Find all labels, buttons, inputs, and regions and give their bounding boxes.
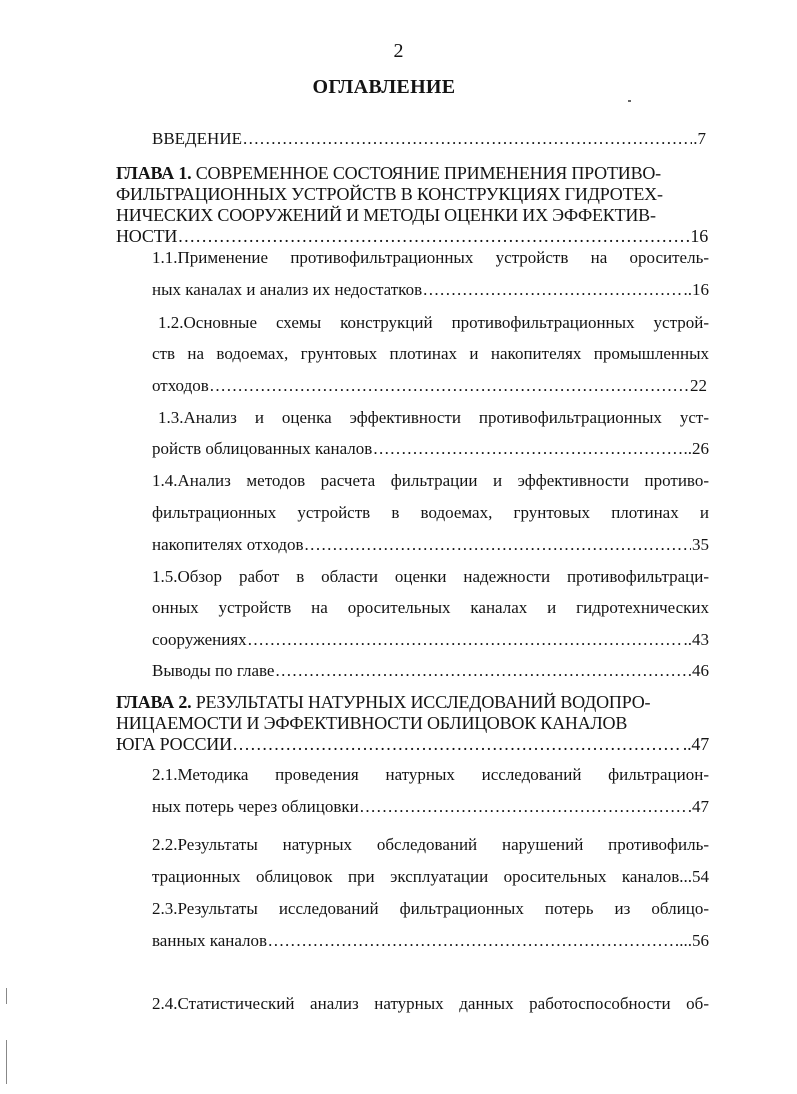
toc-page-ref: .47 [687, 797, 709, 816]
toc-entry-1-5-tail [152, 629, 709, 651]
toc-entry-intro[interactable] [152, 128, 706, 150]
toc-entry-1-4-line-2: фильтрационных устройств в водоемах, грунтовых плотинах и [152, 503, 709, 522]
toc-entry-title: ных потерь через облицовки [152, 797, 359, 816]
toc-page-ref: ..47 [682, 734, 709, 754]
toc-page-ref: ..16 [683, 280, 709, 299]
toc-entry-title: ВВЕДЕНИЕ [152, 129, 242, 148]
toc-entry-2-4[interactable]: 2.4.Статистический анализ натурных данных работоспособности об- [152, 994, 709, 1013]
leader-dots [275, 660, 686, 682]
leader-dots [243, 128, 692, 150]
toc-entry-1-5[interactable]: 1.5.Обзор работ в области оценки надежности противофильтраци- [152, 567, 709, 586]
toc-entry-title: ных каналах и анализ их недостатков [152, 280, 423, 299]
chapter-2-line-3 [116, 734, 709, 755]
toc-entry-1-3-tail [152, 438, 709, 460]
toc-entry-title: сооружениях [152, 630, 247, 649]
chapter-1-line-2: ФИЛЬТРАЦИОННЫХ УСТРОЙСТВ В КОНСТРУКЦИЯХ ГИДРОТЕХ- [116, 184, 663, 204]
toc-entry-2-3[interactable]: 2.3.Результаты исследований фильтрационных потерь из облицо- [152, 899, 709, 918]
toc-entry-title: отходов [152, 376, 209, 395]
leader-dots [210, 375, 689, 397]
chapter-1-line-3: НИЧЕСКИХ СООРУЖЕНИЙ И МЕТОДЫ ОЦЕНКИ ИХ ЭФФЕКТИВ- [116, 205, 656, 225]
toc-page-ref: .46 [687, 661, 709, 680]
chapter-1-prefix: ГЛАВА 1. [116, 163, 192, 183]
leader-dots [360, 796, 687, 818]
scan-mark [6, 1040, 7, 1084]
leader-dots [248, 629, 683, 651]
toc-page-ref: .7 [693, 129, 706, 148]
scan-speck [628, 100, 631, 102]
toc-page-ref: 16 [690, 226, 708, 246]
toc-entry-1-1[interactable]: 1.1.Применение противофильтрационных устройств на ороситель- [152, 248, 709, 267]
toc-page-ref: ...56 [679, 931, 709, 950]
toc-entry-1-1-tail [152, 279, 709, 301]
toc-entry-1-2-line-2: ств на водоемах, грунтовых плотинах и накопителях промышленных [152, 344, 709, 363]
toc-entry-2-2[interactable]: 2.2.Результаты натурных обследований нарушений противофиль- [152, 835, 709, 854]
toc-entry-1-2[interactable]: 1.2.Основные схемы конструкций противофильтрационных устрой- [158, 313, 709, 332]
chapter-2-prefix: ГЛАВА 2. [116, 692, 192, 712]
toc-entry-1-3[interactable]: 1.3.Анализ и оценка эффективности противофильтрационных уст- [158, 408, 709, 427]
toc-entry-conclusions[interactable] [152, 660, 709, 682]
toc-entry-2-3-tail [152, 930, 709, 952]
toc-entry-title: накопителях отходов [152, 535, 304, 554]
chapter-1-title[interactable] [116, 163, 706, 184]
leader-dots [178, 226, 689, 247]
toc-page-ref: 35 [692, 535, 709, 554]
leader-dots [305, 534, 691, 556]
chapter-1-line-4 [116, 226, 708, 247]
toc-heading: ОГЛАВЛЕНИЕ [312, 76, 456, 98]
toc-page-ref: ..43 [683, 630, 709, 649]
toc-entry-2-1[interactable]: 2.1.Методика проведения натурных исследований фильтрацион- [152, 765, 709, 784]
toc-page-ref: ..26 [683, 439, 709, 458]
page-number: 2 [393, 40, 404, 62]
toc-entry-1-4[interactable]: 1.4.Анализ методов расчета фильтрации и эффективности противо- [152, 471, 709, 490]
toc-entry-1-5-line-2: онных устройств на оросительных каналах и гидротехнических [152, 598, 709, 617]
toc-entry-title: ройств облицованных каналов [152, 439, 373, 458]
chapter-2-title[interactable] [116, 692, 716, 713]
toc-entry-title: Выводы по главе [152, 661, 275, 680]
chapter-2-line-2: НИЦАЕМОСТИ И ЭФФЕКТИВНОСТИ ОБЛИЦОВОК КАНАЛОВ [116, 713, 628, 733]
leader-dots [268, 930, 678, 952]
toc-entry-1-2-tail [152, 375, 707, 397]
toc-entry-2-2-line-2: трационных облицовок при эксплуатации оросительных каналов...54 [152, 867, 709, 886]
leader-dots [233, 734, 682, 755]
leader-dots [373, 438, 682, 460]
toc-entry-1-4-tail [152, 534, 709, 556]
chapter-1-tail: НОСТИ [116, 226, 178, 246]
toc-page-ref: 22 [690, 376, 707, 395]
toc-entry-title: ванных каналов [152, 931, 268, 950]
leader-dots [423, 279, 682, 301]
toc-entry-2-1-tail [152, 796, 709, 818]
chapter-2-tail: ЮГА РОССИИ [116, 734, 232, 754]
chapter-2-line-1: РЕЗУЛЬТАТЫ НАТУРНЫХ ИССЛЕДОВАНИЙ ВОДОПРО- [195, 692, 651, 712]
scan-mark [6, 988, 7, 1004]
chapter-1-line-1: СОВРЕМЕННОЕ СОСТОЯНИЕ ПРИМЕНЕНИЯ ПРОТИВО- [195, 163, 661, 183]
